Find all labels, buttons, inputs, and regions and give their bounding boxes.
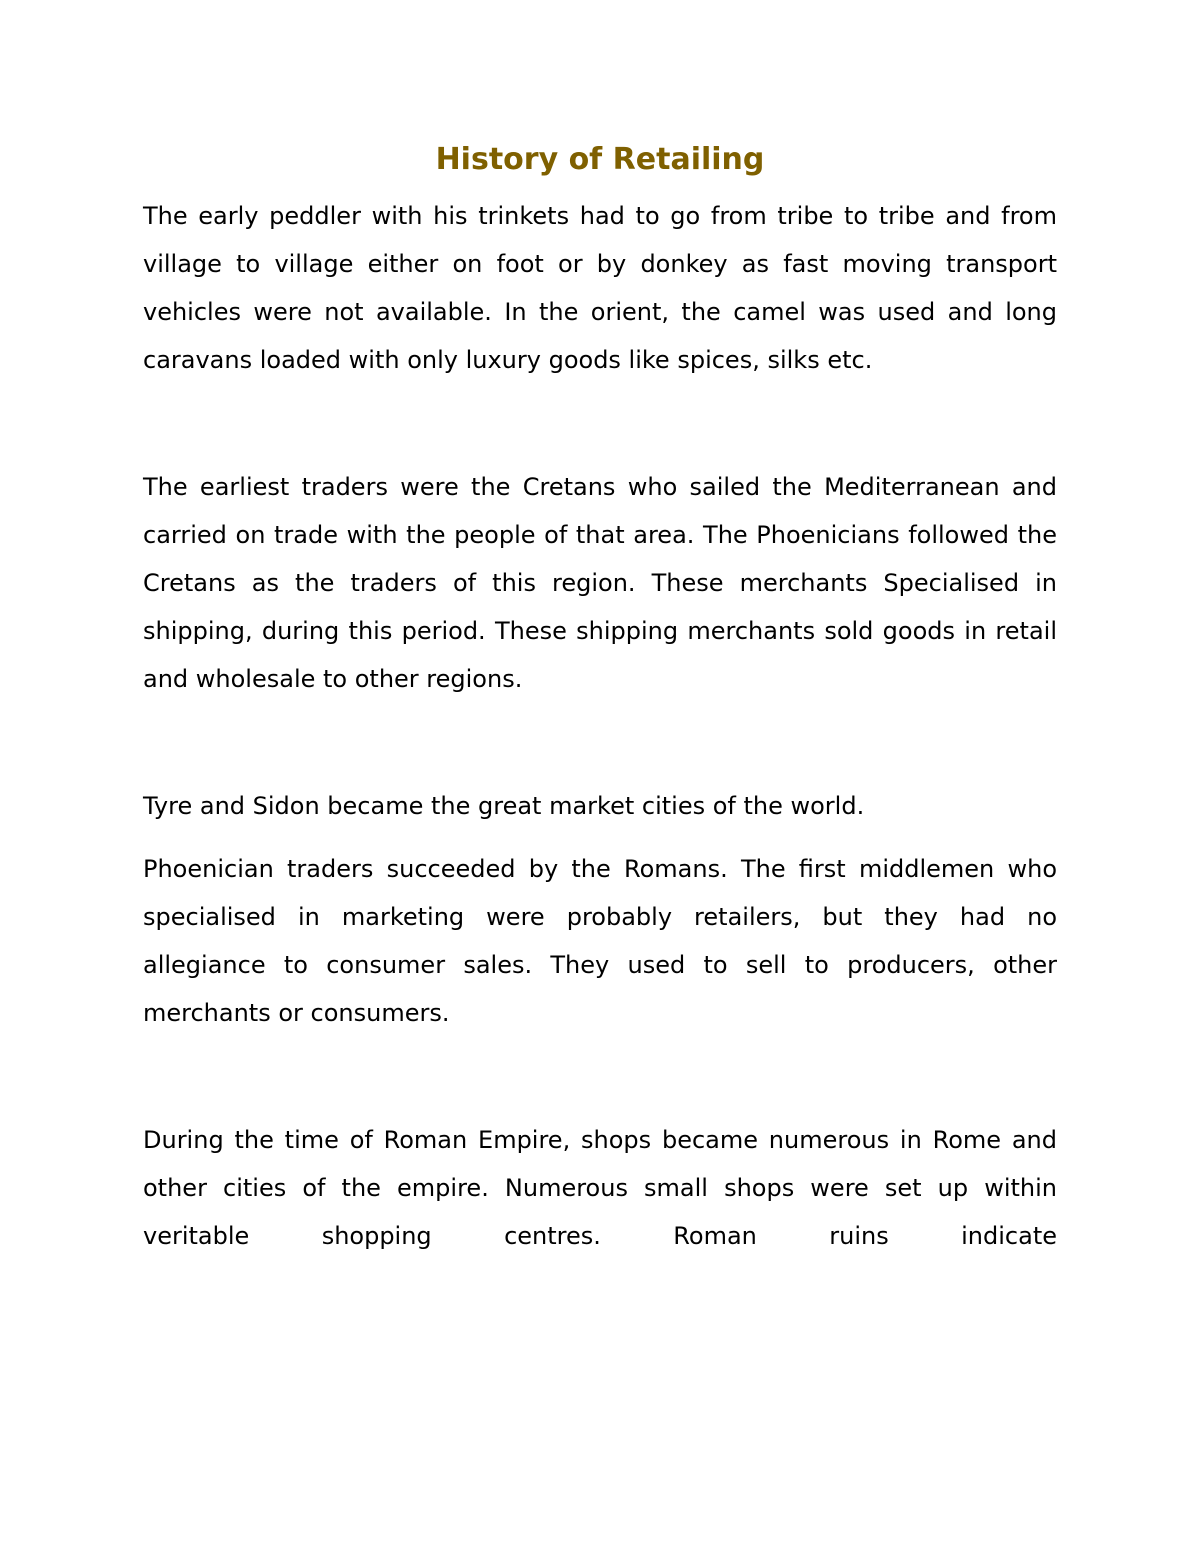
paragraph-tyre-sidon: Tyre and Sidon became the great market cities of the world.	[143, 792, 865, 820]
paragraph-spacer	[143, 830, 1057, 845]
document-title: History of Retailing	[435, 142, 765, 177]
paragraph-romans: Phoenician traders succeeded by the Romans. The first middlemen who specialised in marketing were probably retailers, but they had no allegiance to consumer sales. They used to sell to producers, other merchants or consumers.	[143, 855, 1057, 1027]
paragraph-spacer	[143, 1037, 1057, 1116]
paragraph-spacer	[143, 703, 1057, 782]
paragraph-roman-empire: During the time of Roman Empire, shops became numerous in Rome and other cities of the empire. Numerous small shops were set up within veritable shopping centres. Roman ruins indicate	[143, 1126, 1057, 1250]
paragraph-peddler: The early peddler with his trinkets had to go from tribe to tribe and from village to village either on foot or by donkey as fast moving transport vehicles were not available. In the orient, the camel was used and long caravans loaded with only luxury goods like spices, silks etc.	[143, 202, 1057, 374]
paragraph-cretans: The earliest traders were the Cretans who sailed the Mediterranean and carried on trade with the people of that area. The Phoenicians followed the Cretans as the traders of this region. These merchants Specialised in shipping, during this period. These shipping merchants sold goods in retail and wholesale to other regions.	[143, 473, 1057, 693]
document-page	[143, 138, 1057, 1260]
paragraph-spacer	[143, 384, 1057, 463]
